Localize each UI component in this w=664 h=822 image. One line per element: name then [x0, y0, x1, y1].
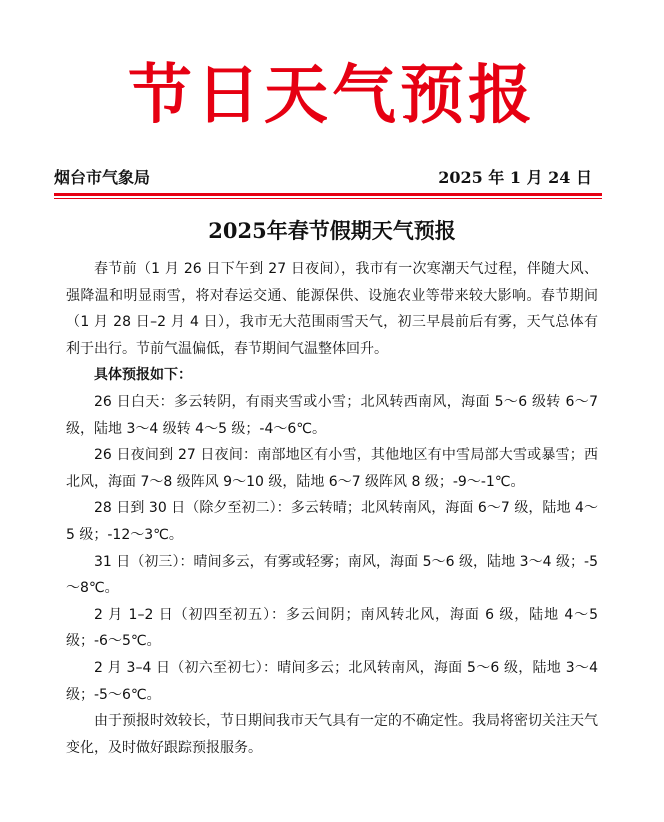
forecast-item: 28 日到 30 日（除夕至初二）：多云转晴；北风转南风，海面 6～7 级，陆地 4～5 级；-12～3℃。 — [66, 500, 598, 543]
forecast-subheading: 具体预报如下： — [94, 367, 192, 384]
forecast-item: 26 日白天：多云转阴，有雨夹雪或小雪；北风转西南风，海面 5～6 级转 6～7 级，陆地 3～4 级转 4～5 级；-4～6℃。 — [66, 393, 598, 437]
issue-date: 2025 年 1 月 24 日 — [438, 168, 592, 187]
document-body — [66, 256, 598, 761]
masthead-title: 节日天气预报 — [128, 58, 536, 133]
header-divider-thin — [54, 198, 602, 199]
header-divider-thick — [54, 193, 602, 196]
meta-row — [54, 162, 592, 188]
intro-paragraph: 春节前（1 月 26 日下午到 27 日夜间），我市有一次寒潮天气过程，伴随大风、强降温和明显雨雪，将对春运交通、能源保供、设施农业等带来较大影响。春节期间（1 月 28 日–2 月 4 日），我市无大范围雨雪天气，初三早晨前后有雾，天气总体有利于出行。节前气温偏低，春节期间气温整体回升。 — [66, 261, 598, 357]
closing-paragraph: 由于预报时效较长，节日期间我市天气具有一定的不确定性。我局将密切关注天气变化，及时做好跟踪预报服务。 — [66, 713, 598, 756]
issuer-name: 烟台市气象局 — [54, 168, 151, 187]
forecast-item: 26 日夜间到 27 日夜间：南部地区有小雪，其他地区有中雪局部大雪或暴雪；西北风，海面 7～8 级阵风 9～10 级，陆地 6～7 级阵风 8 级；-9～-1℃。 — [66, 447, 598, 490]
forecast-item: 2 月 3–4 日（初六至初七）：晴间多云；北风转南风，海面 5～6 级，陆地 3～4 级；-5～6℃。 — [66, 659, 598, 703]
forecast-item: 31 日（初三）：晴间多云，有雾或轻雾；南风，海面 5～6 级，陆地 3～4 级；-5～8℃。 — [66, 553, 598, 597]
document-title: 2025年春节假期天气预报 — [208, 218, 456, 243]
forecast-item: 2 月 1–2 日（初四至初五）：多云间阴；南风转北风，海面 6 级，陆地 4～5 级；-6～5℃。 — [66, 606, 598, 650]
